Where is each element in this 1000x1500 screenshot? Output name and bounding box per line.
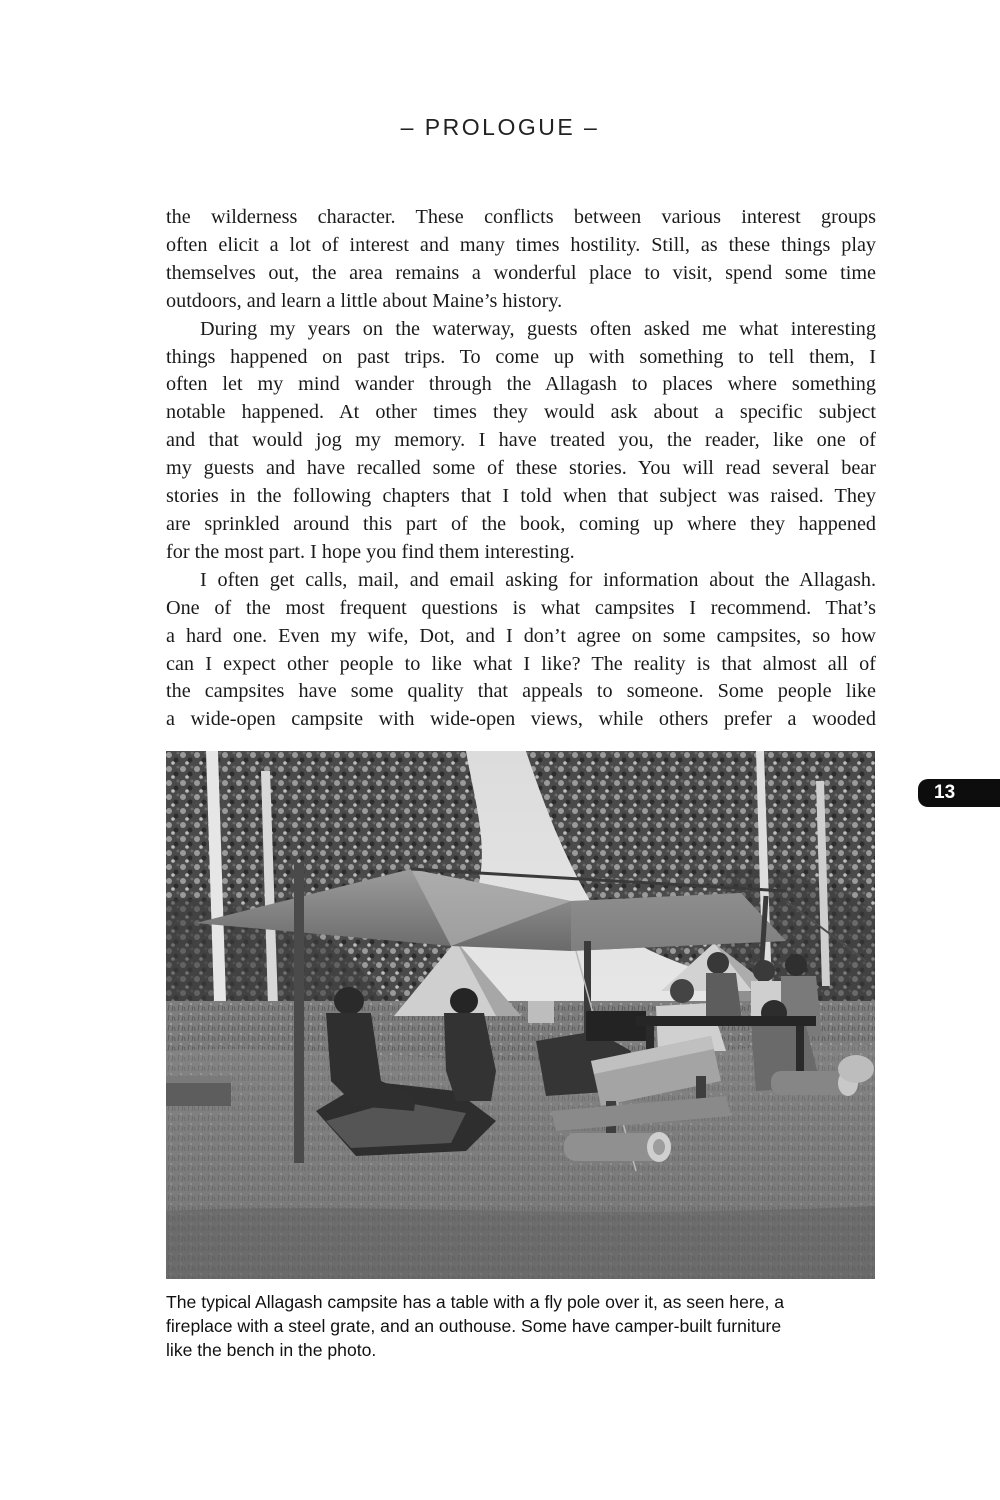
text-line: notable happened. At other times they would ask about a specific subject	[166, 401, 876, 424]
text-line: for the most part. I hope you find them interesting.	[166, 540, 575, 563]
caption-line: fireplace with a steel grate, and an outhouse. Some have camper-built furniture	[166, 1316, 782, 1336]
text-line: often let my mind wander through the Allagash to places where something	[166, 373, 876, 396]
text-line: the wilderness character. These conflicts between various interest groups	[166, 206, 876, 228]
text-line: I often get calls, mail, and email asking for information about the Allagash.	[200, 568, 876, 591]
text-line: a hard one. Even my wife, Dot, and I don’t agree on some campsites, so how	[166, 624, 876, 647]
text-line: themselves out, the area remains a wonderful place to visit, spend some time	[166, 261, 876, 284]
caption-line: The typical Allagash campsite has a table with a fly pole over it, as seen here, a	[166, 1292, 785, 1312]
caption-line: like the bench in the photo.	[166, 1340, 377, 1360]
page-number-tab: 13	[918, 779, 1000, 807]
text-line: One of the most frequent questions is what campsites I recommend. That’s	[166, 596, 876, 619]
body-text	[166, 204, 876, 734]
text-line: are sprinkled around this part of the book, coming up where they happened	[166, 512, 876, 535]
text-line: a wide-open campsite with wide-open views, while others prefer a wooded	[166, 708, 876, 731]
figure-caption	[166, 1290, 878, 1362]
text-line: my guests and have recalled some of these stories. You will read several bear	[166, 457, 876, 480]
text-line: the campsites have some quality that appeals to someone. Some people like	[166, 680, 876, 703]
text-line: and that would jog my memory. I have treated you, the reader, like one of	[166, 429, 876, 452]
text-line: can I expect other people to like what I like? The reality is that almost all of	[166, 652, 876, 675]
campsite-photo	[166, 751, 875, 1279]
text-line: During my years on the waterway, guests often asked me what interesting	[200, 317, 876, 340]
running-head: – PROLOGUE –	[400, 114, 600, 140]
text-line: things happened on past trips. To come up with something to tell them, I	[166, 345, 876, 368]
text-line: stories in the following chapters that I told when that subject was raised. They	[166, 485, 876, 508]
text-line: often elicit a lot of interest and many times hostility. Still, as these things play	[166, 233, 876, 256]
text-line: outdoors, and learn a little about Maine’s history.	[166, 289, 563, 312]
